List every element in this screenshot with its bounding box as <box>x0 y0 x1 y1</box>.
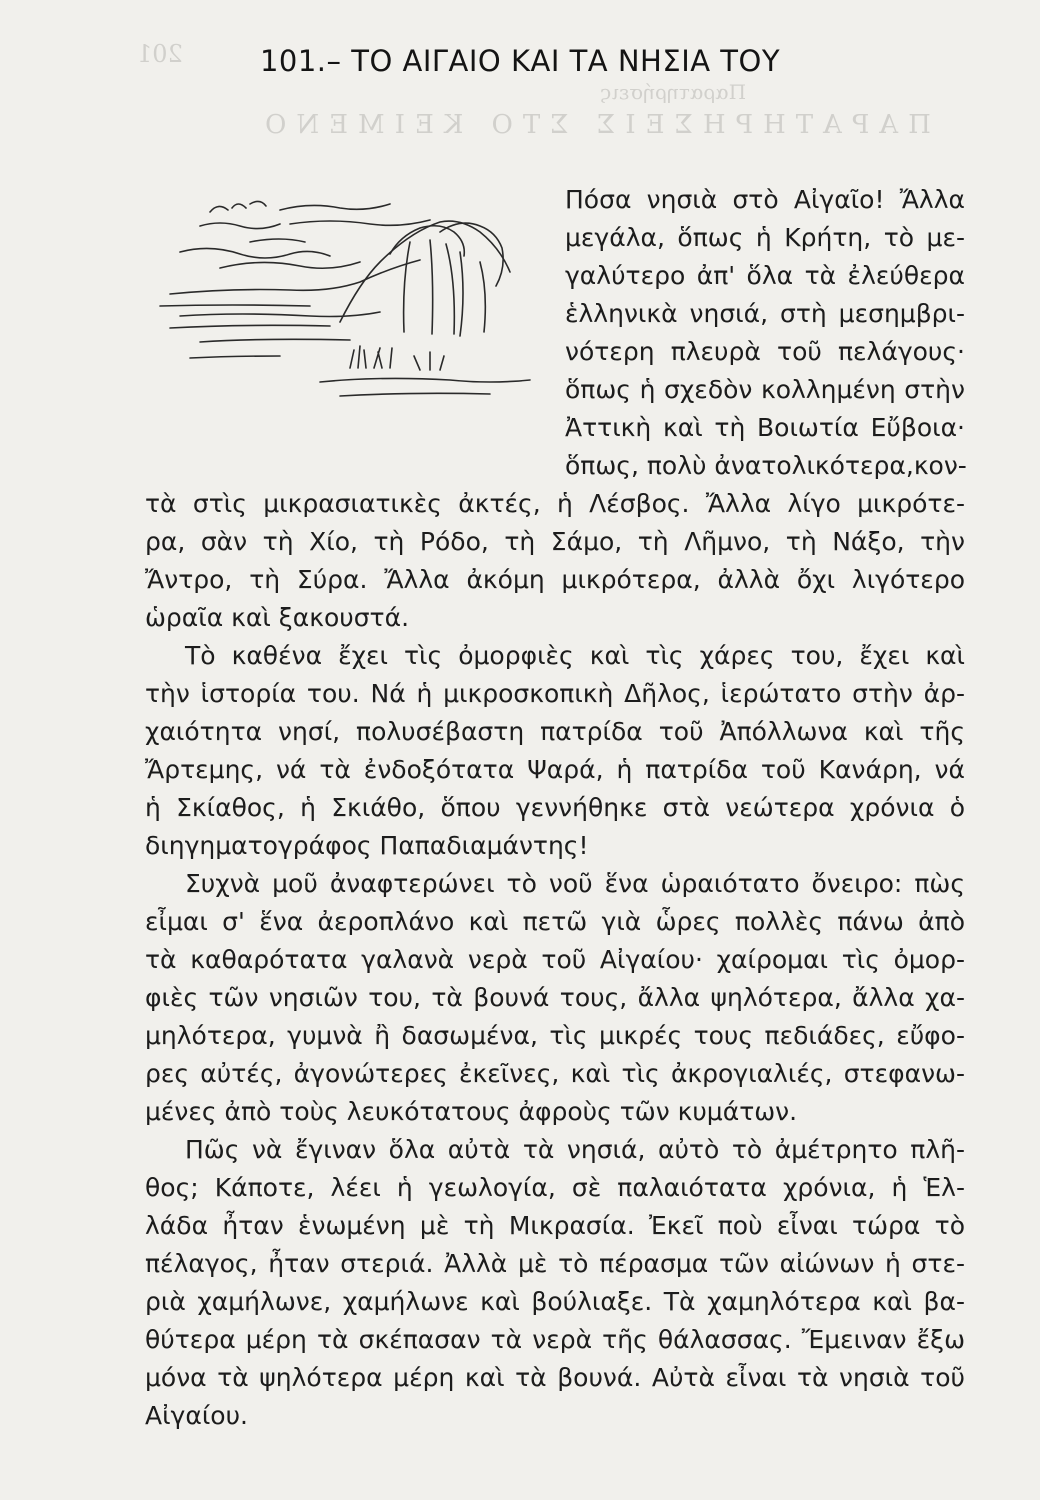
text-line: μόνα τὰ ψηλότερα μέρη καὶ τὰ βουνά. Αὐτὰ εἶναι τὰ νησιὰ τοῦ <box>145 1363 965 1392</box>
bleed-through-header: Παρατηρήσεις <box>600 80 747 104</box>
text-line: λάδα ἦταν ἑνωμένη μὲ τὴ Μικρασία. Ἐκεῖ ποὺ εἶναι τώρα τὸ <box>145 1211 965 1240</box>
text-line: ὅπως ἡ σχεδὸν κολλημένη στὴν <box>565 375 965 404</box>
text-line: νότερη πλευρὰ τοῦ πελάγους· <box>565 337 965 366</box>
text-line: τὴν ἱστορία του. Νά ἡ μικροσκοπικὴ Δῆλος, ἱερώτατο στὴν ἀρ- <box>145 679 965 708</box>
text-line: τὰ στὶς μικρασιατικὲς ἀκτές, ἡ Λέσβος. Ἄλλα λίγο μικρότε- <box>145 489 965 518</box>
text-line: Ἄρτεμης, νά τὰ ἐνδοξότατα Ψαρά, ἡ πατρίδα τοῦ Κανάρη, νά <box>145 755 965 784</box>
text-line: εἶμαι σ' ἕνα ἀεροπλάνο καὶ πετῶ γιὰ ὧρες πολλὲς πάνω ἀπὸ <box>145 907 965 936</box>
text-line: γαλύτερο ἀπ' ὅλα τὰ ἐλεύθερα <box>565 261 965 290</box>
bleed-through-page-number: 201 <box>137 40 183 68</box>
text-line: τὰ καθαρότατα γαλανὰ νερὰ τοῦ Αἰγαίου· χαίρομαι τὶς ὀμορ- <box>145 945 965 974</box>
text-line: ὡραῖα καὶ ξακουστά. <box>145 603 410 632</box>
text-line: ἡ Σκίαθος, ἡ Σκιάθο, ὅπου γεννήθηκε στὰ νεώτερα χρόνια ὁ <box>145 793 965 822</box>
text-line: θύτερα μέρη τὰ σκέπασαν τὰ νερὰ τῆς θάλασσας. Ἔμειναν ἔξω <box>145 1325 965 1354</box>
text-line: Αἰγαίου. <box>145 1401 249 1430</box>
text-line: Τὸ καθένα ἔχει τὶς ὀμορφιὲς καὶ τὶς χάρες του, ἔχει καὶ <box>185 641 965 670</box>
chapter-title: 101.– ΤΟ ΑΙΓΑΙΟ ΚΑΙ ΤΑ ΝΗΣΙΑ ΤΟΥ <box>259 44 781 78</box>
text-line: Ἀττικὴ καὶ τὴ Βοιωτία Εὔβοια· <box>565 413 965 442</box>
text-line: ρες αὐτές, ἀγονώτερες ἐκεῖνες, καὶ τὶς ἀκρογιαλιές, στεφανω- <box>145 1059 965 1088</box>
text-line: Συχνὰ μοῦ ἀναφτερώνει τὸ νοῦ ἕνα ὡραιότατο ὄνειρο: πὼς <box>185 869 965 898</box>
text-line: διηγηματογράφος Παπαδιαμάντης! <box>145 831 589 860</box>
text-line: πέλαγος, ἦταν στεριά. Ἀλλὰ μὲ τὸ πέρασμα τῶν αἰώνων ἡ στε- <box>145 1249 965 1278</box>
text-line: φιὲς τῶν νησιῶν του, τὰ βουνά τους, ἄλλα ψηλότερα, ἄλλα χα- <box>145 983 965 1012</box>
text-line: Ἄντρο, τὴ Σύρα. Ἄλλα ἀκόμη μικρότερα, ἀλλὰ ὄχι λιγότερο <box>145 565 965 594</box>
text-line: ἑλληνικὰ νησιά, στὴ μεσημβρι- <box>565 299 965 328</box>
text-line: Πῶς νὰ ἔγιναν ὅλα αὐτὰ τὰ νησιά, αὐτὸ τὸ ἀμέτρητο πλῆ- <box>185 1135 965 1164</box>
text-line: ρα, σὰν τὴ Χίο, τὴ Ρόδο, τὴ Σάμο, τὴ Λῆμνο, τὴ Νάξο, τὴν <box>145 527 965 556</box>
text-line: μεγάλα, ὅπως ἡ Κρήτη, τὸ με- <box>565 223 965 252</box>
island-sketch-illustration <box>140 182 560 412</box>
text-line: ριὰ χαμήλωνε, χαμήλωνε καὶ βούλιαξε. Τὰ χαμηλότερα καὶ βα- <box>145 1287 965 1316</box>
bleed-through-subheading: ΠΑΡΑΤΗΡΗΣΕΙΣ ΣΤΟ ΚΕΙΜΕΝΟ <box>255 110 931 140</box>
text-line: θος; Κάποτε, λέει ἡ γεωλογία, σὲ παλαιότατα χρόνια, ἡ Ἑλ- <box>145 1173 965 1202</box>
text-line: μηλότερα, γυμνὰ ἢ δασωμένα, τὶς μικρές τους πεδιάδες, εὔφο- <box>145 1021 965 1050</box>
text-line: ὅπως, πολὺ ἀνατολικότερα,κον- <box>565 451 967 480</box>
text-line: Πόσα νησιὰ στὸ Αἰγαῖο! Ἄλλα <box>565 185 965 214</box>
text-line: μένες ἀπὸ τοὺς λευκότατους ἀφροὺς τῶν κυμάτων. <box>145 1097 798 1126</box>
text-line: χαιότητα νησί, πολυσέβαστη πατρίδα τοῦ Ἀπόλλωνα καὶ τῆς <box>145 717 965 746</box>
